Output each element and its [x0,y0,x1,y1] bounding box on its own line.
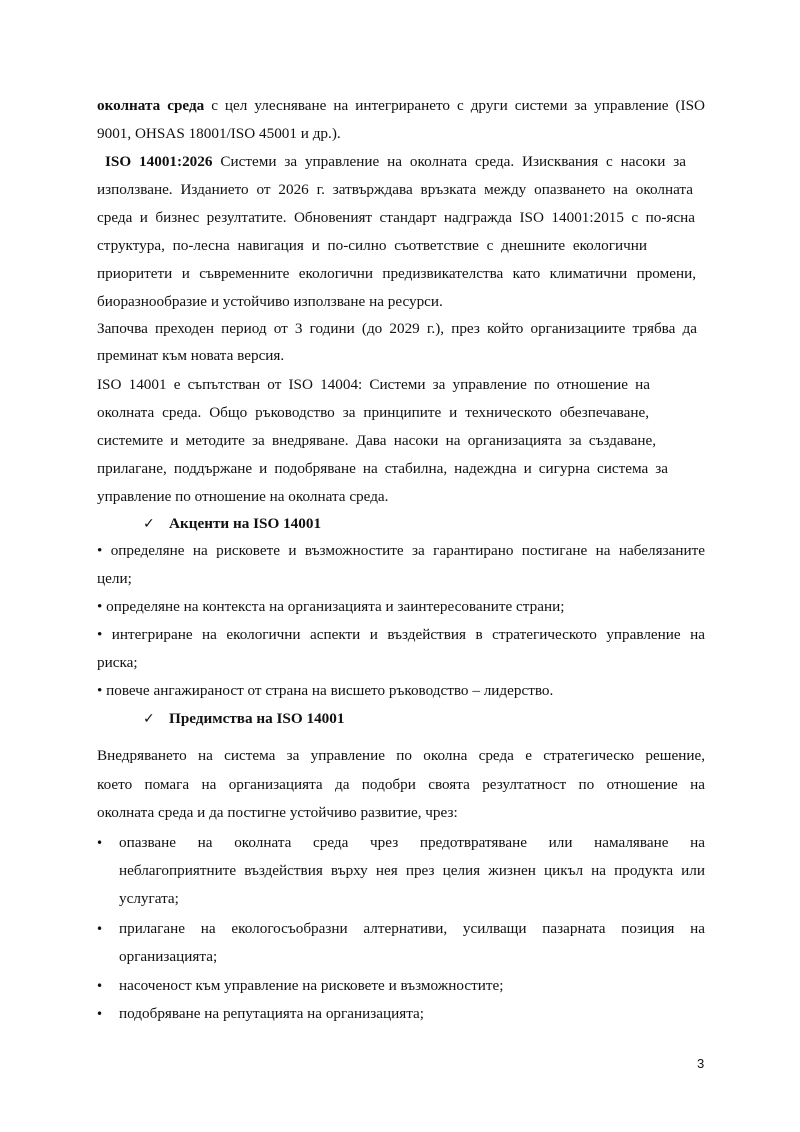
text-line: 9001, OHSAS 18001/ISO 45001 и др.). [97,125,341,142]
bullet-icon: • [96,1007,104,1021]
text-line: приоритети и съвременните екологични предизвикателства като климатични промени, [97,265,696,282]
text-line: системите и методите за внедряване. Дава насоки на организацията за създаване, [97,432,656,449]
bullet-icon: • [96,836,104,850]
section-heading-text: Акценти на ISO 14001 [169,515,322,532]
checkmark-icon: ✓ [143,516,155,532]
list-item: • интегриране на екологични аспекти и въздействия в стратегическото управление на [97,626,705,643]
checkmark-icon: ✓ [143,711,155,727]
list-item: насоченост към управление на рисковете и възможностите; [119,977,504,994]
bold-term: околната среда [97,97,205,114]
list-item: услугата; [119,890,179,907]
list-item: прилагане на екологосъобразни алтернативи, усилващи пазарната позиция на [119,920,705,937]
text-line: околната среда и да постигне устойчиво развитие, чрез: [97,804,458,821]
bold-term: ISO 14001:2026 [105,153,213,170]
list-item: цели; [97,570,132,587]
text-line: управление по отношение на околната среда. [97,488,389,505]
text-line: прилагане, поддържане и подобряване на стабилна, надеждна и сигурна система за [97,460,668,477]
page-number: 3 [697,1056,705,1071]
text-line: Започва преходен период от 3 години (до 2029 г.), през който организациите трябва да [97,320,697,337]
text-span: с цел улесняване на интегрирането с други системи за управление (ISO [204,97,705,114]
list-item: организацията; [119,948,218,965]
list-item: подобряване на репутацията на организацията; [119,1005,425,1022]
text-line: използване. Изданието от 2026 г. затвърждава връзката между опазването на околната [97,181,693,198]
text-line: биоразнообразие и устойчиво използване на ресурси. [97,293,443,310]
list-item: риска; [97,654,138,671]
section-heading [169,709,344,729]
list-item: неблагоприятните въздействия върху нея през целия жизнен цикъл на продукта или [119,862,705,879]
text-line: което помага на организацията да подобри своята резултатност по отношение на [97,776,705,793]
text-line: преминат към новата версия. [97,347,285,364]
list-item: • определяне на контекста на организацията и заинтересованите страни; [97,598,565,615]
text-line: Внедряването на система за управление по околна среда е стратегическо решение, [97,747,705,764]
section-heading [169,514,321,534]
list-item: • определяне на рисковете и възможностите за гарантирано постигане на набелязаните [97,542,705,559]
text-line: ISO 14001 е съпътстван от ISO 14004: Системи за управление по отношение на [97,376,650,393]
bullet-icon: • [96,922,104,936]
text-line: среда и бизнес резултатите. Обновеният стандарт надгражда ISO 14001:2015 с по-ясна [97,209,695,226]
list-item: • повече ангажираност от страна на висшето ръководство – лидерство. [97,682,554,699]
bullet-icon: • [96,979,104,993]
text-line [97,96,705,116]
list-item: опазване на околната среда чрез предотвратяване или намаляване на [119,834,705,851]
section-heading-text: Предимства на ISO 14001 [169,710,345,727]
text-line: околната среда. Общо ръководство за принципите и техническото обезпечаване, [97,404,649,421]
text-span: Системи за управление на околната среда. Изисквания с насоки за [212,153,686,170]
text-line [105,152,686,172]
text-line: структура, по-лесна навигация и по-силно съответствие с днешните екологични [97,237,647,254]
